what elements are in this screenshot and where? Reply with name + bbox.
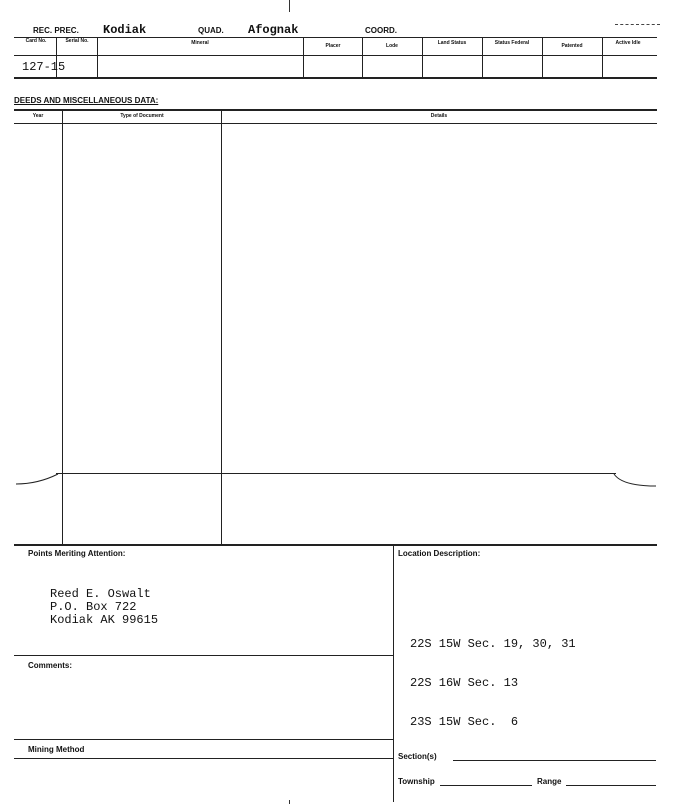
col-land-status: Land Status <box>437 40 467 46</box>
range-label: Range <box>537 777 562 786</box>
header-rule-mid <box>14 55 657 56</box>
col-patented: Patented <box>561 43 583 49</box>
comments-rule <box>14 655 393 656</box>
points-label: Points Meriting Attention: <box>28 549 126 558</box>
col-status-federal: Status Federal <box>494 40 530 46</box>
points-line: Kodiak AK 99615 <box>50 613 159 627</box>
deeds-rule-top <box>14 109 657 111</box>
fold-line <box>56 473 616 474</box>
col-card-no: Card No. <box>25 38 47 44</box>
coord-label: COORD. <box>365 26 397 35</box>
col-placer: Placer <box>325 43 341 49</box>
coord-field-line <box>615 24 660 25</box>
deeds-title: DEEDS AND MISCELLANEOUS DATA: <box>14 96 159 105</box>
location-lines <box>410 612 576 755</box>
mining-rule <box>14 739 393 740</box>
card-number: 127-15 <box>22 60 66 74</box>
col-type-of-document: Type of Document <box>120 113 164 119</box>
year-col-divider <box>62 109 63 544</box>
col-year: Year <box>32 113 44 119</box>
col-divider <box>303 37 304 77</box>
mining-method-label: Mining Method <box>28 745 85 754</box>
col-mineral: Mineral <box>191 40 209 46</box>
scan-mark-top <box>289 0 290 12</box>
location-line: 22S 16W Sec. 13 <box>410 676 519 690</box>
rec-prec-value: Kodiak <box>103 23 147 37</box>
scan-mark-bottom <box>289 800 290 804</box>
col-details: Details <box>430 113 448 119</box>
type-col-divider <box>221 109 222 544</box>
col-divider <box>362 37 363 77</box>
rec-prec-label: REC. PREC. <box>33 26 79 35</box>
township-label: Township <box>398 777 435 786</box>
deeds-rule-header <box>14 123 657 124</box>
location-label: Location Description: <box>398 549 481 558</box>
comments-label: Comments: <box>28 661 73 670</box>
fold-curve-left <box>14 470 60 486</box>
fold-curve-right <box>612 470 658 490</box>
section-label: Section(s) <box>398 752 437 761</box>
location-line: 23S 15W Sec. 6 <box>410 715 519 729</box>
section-field-line <box>453 760 656 761</box>
points-line: P.O. Box 722 <box>50 600 137 614</box>
deeds-rule-bottom <box>14 544 657 546</box>
points-line: Reed E. Oswalt <box>50 587 151 601</box>
location-line: 22S 15W Sec. 19, 30, 31 <box>410 637 576 651</box>
col-active-idle: Active Idle <box>615 40 641 46</box>
col-lode: Lode <box>386 43 398 49</box>
lower-col-divider <box>393 544 394 802</box>
mining-rule-bottom <box>14 758 393 759</box>
range-field-line <box>566 785 656 786</box>
col-divider <box>542 37 543 77</box>
header-rule-top <box>14 37 657 38</box>
quad-label: QUAD. <box>198 26 224 35</box>
col-serial-no: Serial No. <box>65 38 89 44</box>
points-address <box>50 588 158 627</box>
township-field-line <box>440 785 532 786</box>
quad-value: Afognak <box>248 23 299 37</box>
header-rule-bottom <box>14 77 657 79</box>
